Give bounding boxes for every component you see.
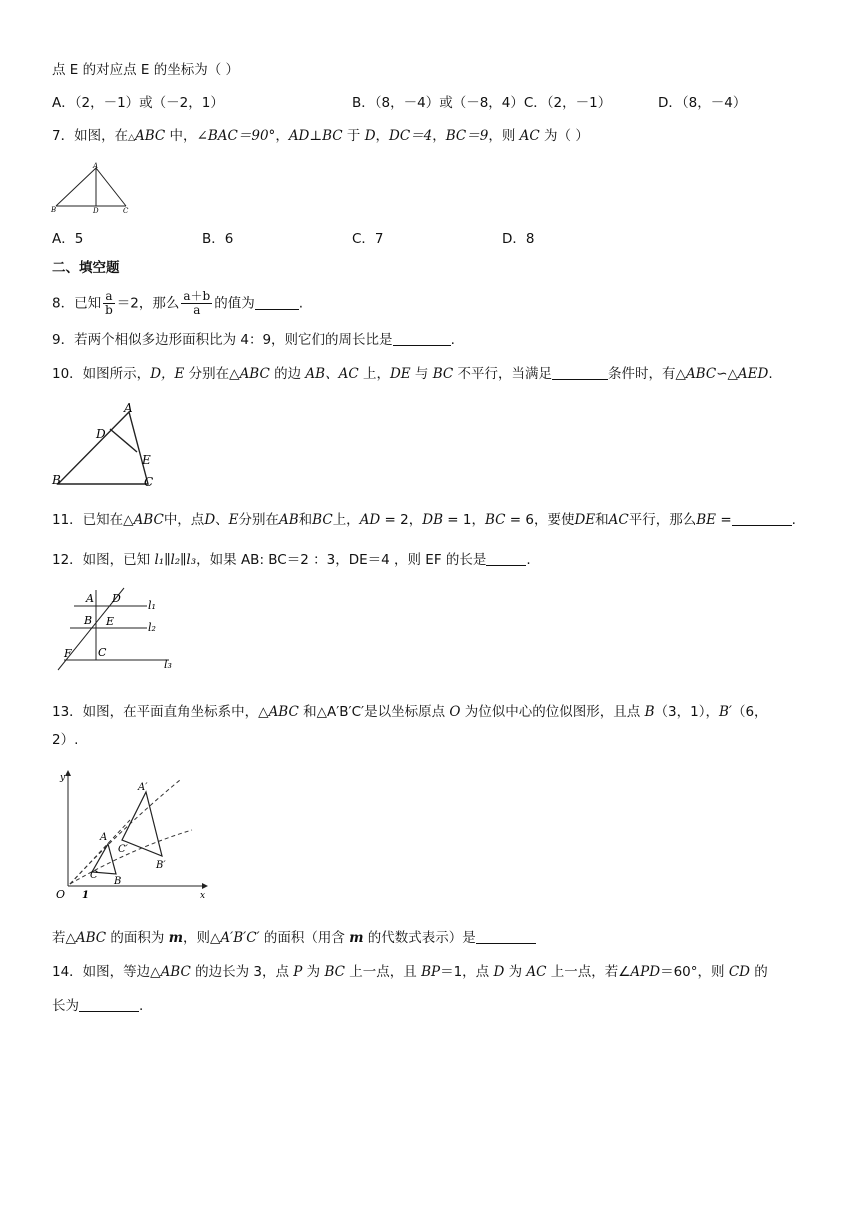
q13-axis-label-y: y <box>60 773 66 783</box>
q11-text: . <box>791 512 796 528</box>
q10-answer-blank[interactable] <box>552 365 608 380</box>
q10-text: 分别在△ <box>184 366 240 382</box>
q7-text: ， <box>275 128 289 144</box>
q14-text: 上一点，若∠ <box>546 964 631 980</box>
q11-ad: AD <box>359 512 381 528</box>
q14-text: 的边长为 3，点 <box>190 964 294 980</box>
q9-stem <box>52 330 455 350</box>
q13-text: 和△ <box>298 704 327 720</box>
q10-triangle-abc: ABC <box>685 366 717 382</box>
q13-stem-line3 <box>52 928 536 948</box>
q7-text: 于 <box>342 128 365 144</box>
q7-dc-value: DC＝4 <box>389 128 433 144</box>
q11-ac: AC <box>608 512 629 528</box>
q7-text: ，则 <box>488 128 520 144</box>
q13-homothety-figure <box>52 768 212 910</box>
q11-text: 中，点 <box>163 512 205 528</box>
q11-triangle-abc: ABC <box>133 512 164 528</box>
q10-bc: BC <box>432 366 454 382</box>
q11-text: = 1， <box>443 512 485 528</box>
q13-stem-line2: 2）. <box>52 732 79 748</box>
q14-bp: BP <box>421 964 441 980</box>
q8-frac1-den: b <box>105 303 113 317</box>
q8-answer-blank[interactable] <box>255 295 299 310</box>
q14-stem-line2 <box>52 996 143 1016</box>
section-heading-fill-in: 二、填空题 <box>52 260 120 276</box>
q12-label-f: F <box>64 647 72 660</box>
q14-ac: AC <box>526 964 547 980</box>
q13-text: 的面积为 <box>106 930 169 946</box>
q12-label-d: D <box>112 592 121 605</box>
q13-label-c-prime: C′ <box>118 844 128 855</box>
q7-angle-condition: ∠BAC＝90° <box>196 128 276 144</box>
q12-answer-blank[interactable] <box>486 551 526 566</box>
q10-points-de: D，E <box>150 366 185 382</box>
q13-label-c: C <box>90 870 98 881</box>
q14-angle-apd: APD <box>630 964 661 980</box>
q11-text: 11．已知在△ <box>52 512 134 528</box>
q10-sides: AB、AC <box>305 366 359 382</box>
q7-option-d: D．8 <box>502 231 535 247</box>
q13-text: 是以坐标原点 <box>364 704 450 720</box>
q7-right-triangle-figure <box>48 160 138 218</box>
q13-triangle-abc-prime: A′B′C′ <box>327 704 365 720</box>
q8-fraction-sum-over-a <box>181 290 212 317</box>
q11-text: 、 <box>215 512 229 528</box>
q12-label-l2: l₂ <box>148 621 156 634</box>
q14-text: 上一点，且 <box>344 964 422 980</box>
q7-label-d: D <box>93 207 99 215</box>
q13-point-b-prime: B′ <box>718 704 732 720</box>
q13-text: 若△ <box>52 930 76 946</box>
q8-stem <box>52 290 303 317</box>
q12-label-l3: l₃ <box>164 658 172 671</box>
q11-text: = <box>716 512 732 528</box>
q14-triangle-abc: ABC <box>160 964 191 980</box>
q9-answer-blank[interactable] <box>393 331 451 346</box>
q7-label-c: C <box>123 207 129 215</box>
q14-text: 14．如图，等边△ <box>52 964 161 980</box>
q13-label-a-prime: A′ <box>138 782 148 793</box>
q13-triangle-abc-prime: A′B′C′ <box>220 930 260 946</box>
q7-tri-symbol: △ <box>128 133 136 143</box>
q10-label-e: E <box>142 453 151 467</box>
q11-text: = 2， <box>380 512 423 528</box>
q11-bc: BC <box>312 512 333 528</box>
q8-frac1-num: a <box>103 290 115 304</box>
q8-frac2-den: a <box>193 303 201 317</box>
q12-text: 12．如图，已知 <box>52 552 151 568</box>
q8-fraction-a-over-b <box>103 290 115 317</box>
q11-db: DB <box>422 512 443 528</box>
q14-text: . <box>139 998 144 1014</box>
q14-point-p: P <box>293 964 303 980</box>
q13-text: 为位似中心的位似图形，且点 <box>460 704 645 720</box>
q10-text: 与 <box>410 366 433 382</box>
q10-text: . <box>768 366 773 382</box>
q8-text: ，那么 <box>138 295 180 312</box>
q14-point-d: D <box>493 964 505 980</box>
q12-label-a: A <box>86 592 94 605</box>
q7-label-a: A <box>93 162 99 170</box>
q13-text: ，则△ <box>183 930 221 946</box>
q14-answer-blank[interactable] <box>79 997 139 1012</box>
q13-tick-label-one: 1 <box>82 890 89 901</box>
q12-label-l1: l₁ <box>148 599 156 612</box>
q14-cd: CD <box>728 964 750 980</box>
q11-text: 和 <box>595 512 609 528</box>
q12-parallel-lines-figure <box>52 584 180 672</box>
q10-triangle-aed: AED <box>737 366 769 382</box>
q13-text: 的面积（用含 <box>259 930 350 946</box>
q12-label-c: C <box>98 646 107 659</box>
q13-text: （6， <box>731 704 768 720</box>
q8-frac2-num: a＋b <box>183 289 211 303</box>
q14-stem-line1 <box>52 962 768 982</box>
q11-text: 上， <box>332 512 360 528</box>
q10-label-b: B <box>52 473 61 487</box>
q7-bc-value: BC＝9 <box>445 128 489 144</box>
q11-bc: BC <box>484 512 506 528</box>
q7-stem <box>52 126 589 148</box>
q14-text: 长为 <box>52 998 79 1014</box>
q12-text: ，如果 AB: BC＝2 ：3，DE＝4 ，则 EF 的长是 <box>196 552 487 568</box>
q14-bc: BC <box>324 964 345 980</box>
q11-ab: AB <box>279 512 299 528</box>
q11-point-d: D <box>204 512 216 528</box>
q14-text: 为 <box>302 964 325 980</box>
q11-answer-blank[interactable] <box>732 511 792 526</box>
q12-stem <box>52 550 531 570</box>
q9-text: . <box>450 332 455 348</box>
q13-triangle-abc: ABC <box>75 930 107 946</box>
q7-triangle-name: ABC <box>135 128 166 144</box>
q7-option-a: A．5 <box>52 231 84 247</box>
q8-text: 的值为 <box>214 295 255 312</box>
q13-variable-m: m <box>168 930 184 946</box>
q7-label-b: B <box>51 206 57 214</box>
q10-label-d: D <box>96 427 106 441</box>
q13-answer-blank[interactable] <box>476 929 536 944</box>
q10-text: 条件时，有△ <box>608 366 686 382</box>
q13-stem-line1 <box>52 702 768 722</box>
q14-text: 的 <box>749 964 768 980</box>
q7-ac: AC <box>519 128 540 144</box>
q11-be: BE <box>696 512 717 528</box>
q13-origin-label: O <box>56 888 66 901</box>
q10-stem <box>52 364 773 384</box>
q7-option-b: B．6 <box>202 231 234 247</box>
q9-text: 9．若两个相似多边形面积比为 4：9，则它们的周长比是 <box>52 332 393 348</box>
q11-text: 和 <box>298 512 313 528</box>
q14-text: 为 <box>504 964 527 980</box>
q11-text: 分别在 <box>238 512 279 528</box>
q13-triangle-abc: ABC <box>268 704 299 720</box>
q8-text: 8．已知 <box>52 295 102 312</box>
q13-text: 的代数式表示）是 <box>363 930 476 946</box>
q10-text: 不平行，当满足 <box>453 366 553 382</box>
q11-stem <box>52 510 796 530</box>
q13-text: 13．如图，在平面直角坐标系中，△ <box>52 704 269 720</box>
q10-triangle-figure <box>50 400 162 492</box>
q7-option-c: C．7 <box>352 231 384 247</box>
q12-label-e: E <box>106 615 115 628</box>
q11-text: 平行，那么 <box>628 512 697 528</box>
q10-text: 上， <box>358 366 390 382</box>
q13-variable-m: m <box>349 930 364 946</box>
q7-text: 为（ ） <box>539 128 589 144</box>
q6-option-d: D．（8，－4） <box>658 95 747 111</box>
q7-text: 中， <box>165 128 197 144</box>
q7-text: ， <box>432 128 446 144</box>
q7-text: ， <box>375 128 390 144</box>
q13-origin-o: O <box>449 704 461 720</box>
q11-point-e: E <box>228 512 239 528</box>
q10-label-a: A <box>124 401 133 415</box>
q6-stem-text: 点 E 的对应点 E 的坐标为（ ） <box>52 62 240 78</box>
q13-text: （3，1）， <box>654 704 719 720</box>
q11-de: DE <box>574 512 596 528</box>
q7-perp-condition: AD⊥BC <box>288 128 343 144</box>
q13-label-b: B <box>114 876 122 887</box>
q10-text: 的边 <box>269 366 306 382</box>
q10-triangle-abc: ABC <box>239 366 270 382</box>
q10-text: 10．如图所示， <box>52 366 151 382</box>
q11-text: = 6，要使 <box>505 512 575 528</box>
q14-text: ＝1，点 <box>440 964 494 980</box>
q10-label-c: C <box>144 475 154 489</box>
q13-label-a: A <box>100 832 108 843</box>
q6-option-a: A．（2，－1）或（－2，1） <box>52 95 224 111</box>
q10-similar-symbol: ∽△ <box>716 366 738 382</box>
q6-stem <box>52 60 239 80</box>
q7-point-d: D <box>364 128 376 144</box>
q6-option-b-c: B．（8，－4）或（－8，4）C．（2，－1） <box>352 95 612 111</box>
q13-label-b-prime: B′ <box>156 860 166 871</box>
q12-text: . <box>526 552 531 568</box>
q13-axis-label-x: x <box>200 891 206 901</box>
q13-point-b: B <box>644 704 655 720</box>
q12-parallel-lines: l₁∥l₂∥l₃ <box>154 552 197 568</box>
q10-de: DE <box>389 366 411 382</box>
q8-text: ＝2 <box>116 295 139 312</box>
q14-text: ＝60°，则 <box>660 964 729 980</box>
q8-text: . <box>298 295 304 312</box>
q12-label-b: B <box>84 614 93 627</box>
q7-text: 7．如图，在 <box>52 128 129 144</box>
